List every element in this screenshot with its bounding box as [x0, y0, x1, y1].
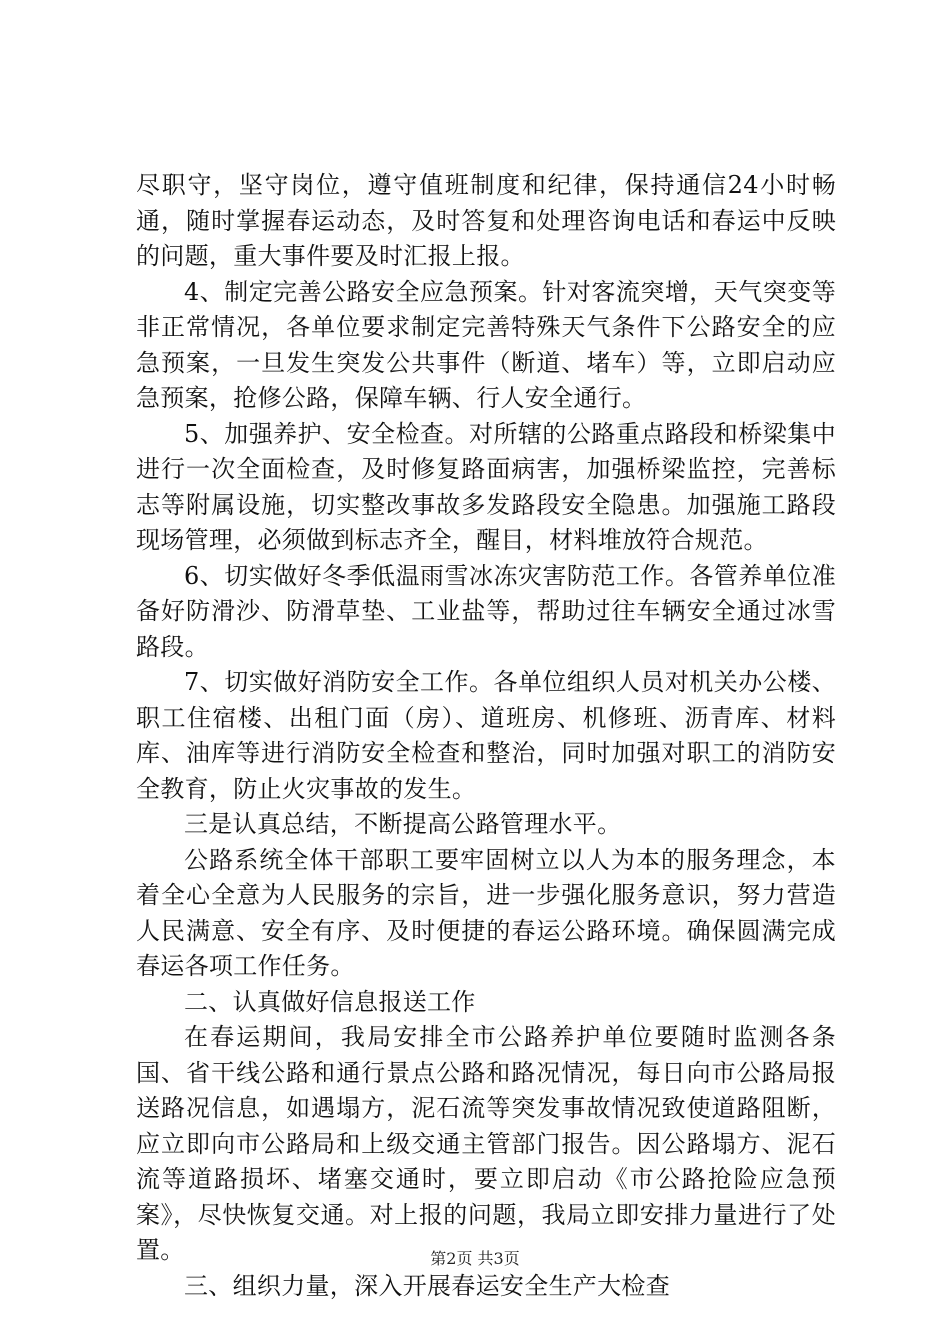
document-body: [136, 168, 836, 1304]
section-heading-info-reporting: 二、认真做好信息报送工作: [184, 987, 476, 1016]
paragraph-info-reporting: 在春运期间，我局安排全市公路养护单位要随时监测各条国、省干线公路和通行景点公路和路况情况，每日向市公路局报送路况信息，如遇塌方，泥石流等突发事故情况致使道路阻断，应立即向市公路局和上级交通主管部门报告。因公路塌方、泥石流等道路损坏、堵塞交通时，要立即启动《市公路抢险应急预案》，尽快恢复交通。对上报的问题，我局立即安排力量进行了处置。: [136, 1023, 836, 1264]
section-heading-summary: 三是认真总结，不断提高公路管理水平。: [184, 810, 622, 838]
paragraph-service-concept: 公路系统全体干部职工要牢固树立以人为本的服务理念，本着全心全意为人民服务的宗旨，进一步强化服务意识，努力营造人民满意、安全有序、及时便捷的春运公路环境。确保圆满完成春运各项工作任务。: [136, 845, 836, 980]
paragraph-item-4: 4、制定完善公路安全应急预案。针对客流突增，天气突变等非正常情况，各单位要求制定完善特殊天气条件下公路安全的应急预案，一旦发生突发公共事件（断道、堵车）等，立即启动应急预案，抢修公路，保障车辆、行人安全通行。: [136, 277, 836, 412]
paragraph-item-6: 6、切实做好冬季低温雨雪冰冻灾害防范工作。各管养单位准备好防滑沙、防滑草垫、工业盐等，帮助过往车辆安全通过冰雪路段。: [136, 561, 836, 661]
section-heading-safety-inspection: 三、组织力量，深入开展春运安全生产大检查: [184, 1271, 670, 1300]
paragraph-item-7: 7、切实做好消防安全工作。各单位组织人员对机关办公楼、职工住宿楼、出租门面（房）、道班房、机修班、沥青库、材料库、油库等进行消防安全检查和整治，同时加强对职工的消防安全教育，防止火灾事故的发生。: [136, 668, 836, 803]
page-number-footer: 第2页 共3页: [430, 1249, 520, 1268]
paragraph-item-5: 5、加强养护、安全检查。对所辖的公路重点路段和桥梁集中进行一次全面检查，及时修复路面病害，加强桥梁监控，完善标志等附属设施，切实整改事故多发路段安全隐患。加强施工路段现场管理，必须做到标志齐全，醒目，材料堆放符合规范。: [136, 419, 836, 554]
paragraph-continuation: 尽职守，坚守岗位，遵守值班制度和纪律，保持通信24小时畅通，随时掌握春运动态，及时答复和处理咨询电话和春运中反映的问题，重大事件要及时汇报上报。: [136, 171, 836, 270]
